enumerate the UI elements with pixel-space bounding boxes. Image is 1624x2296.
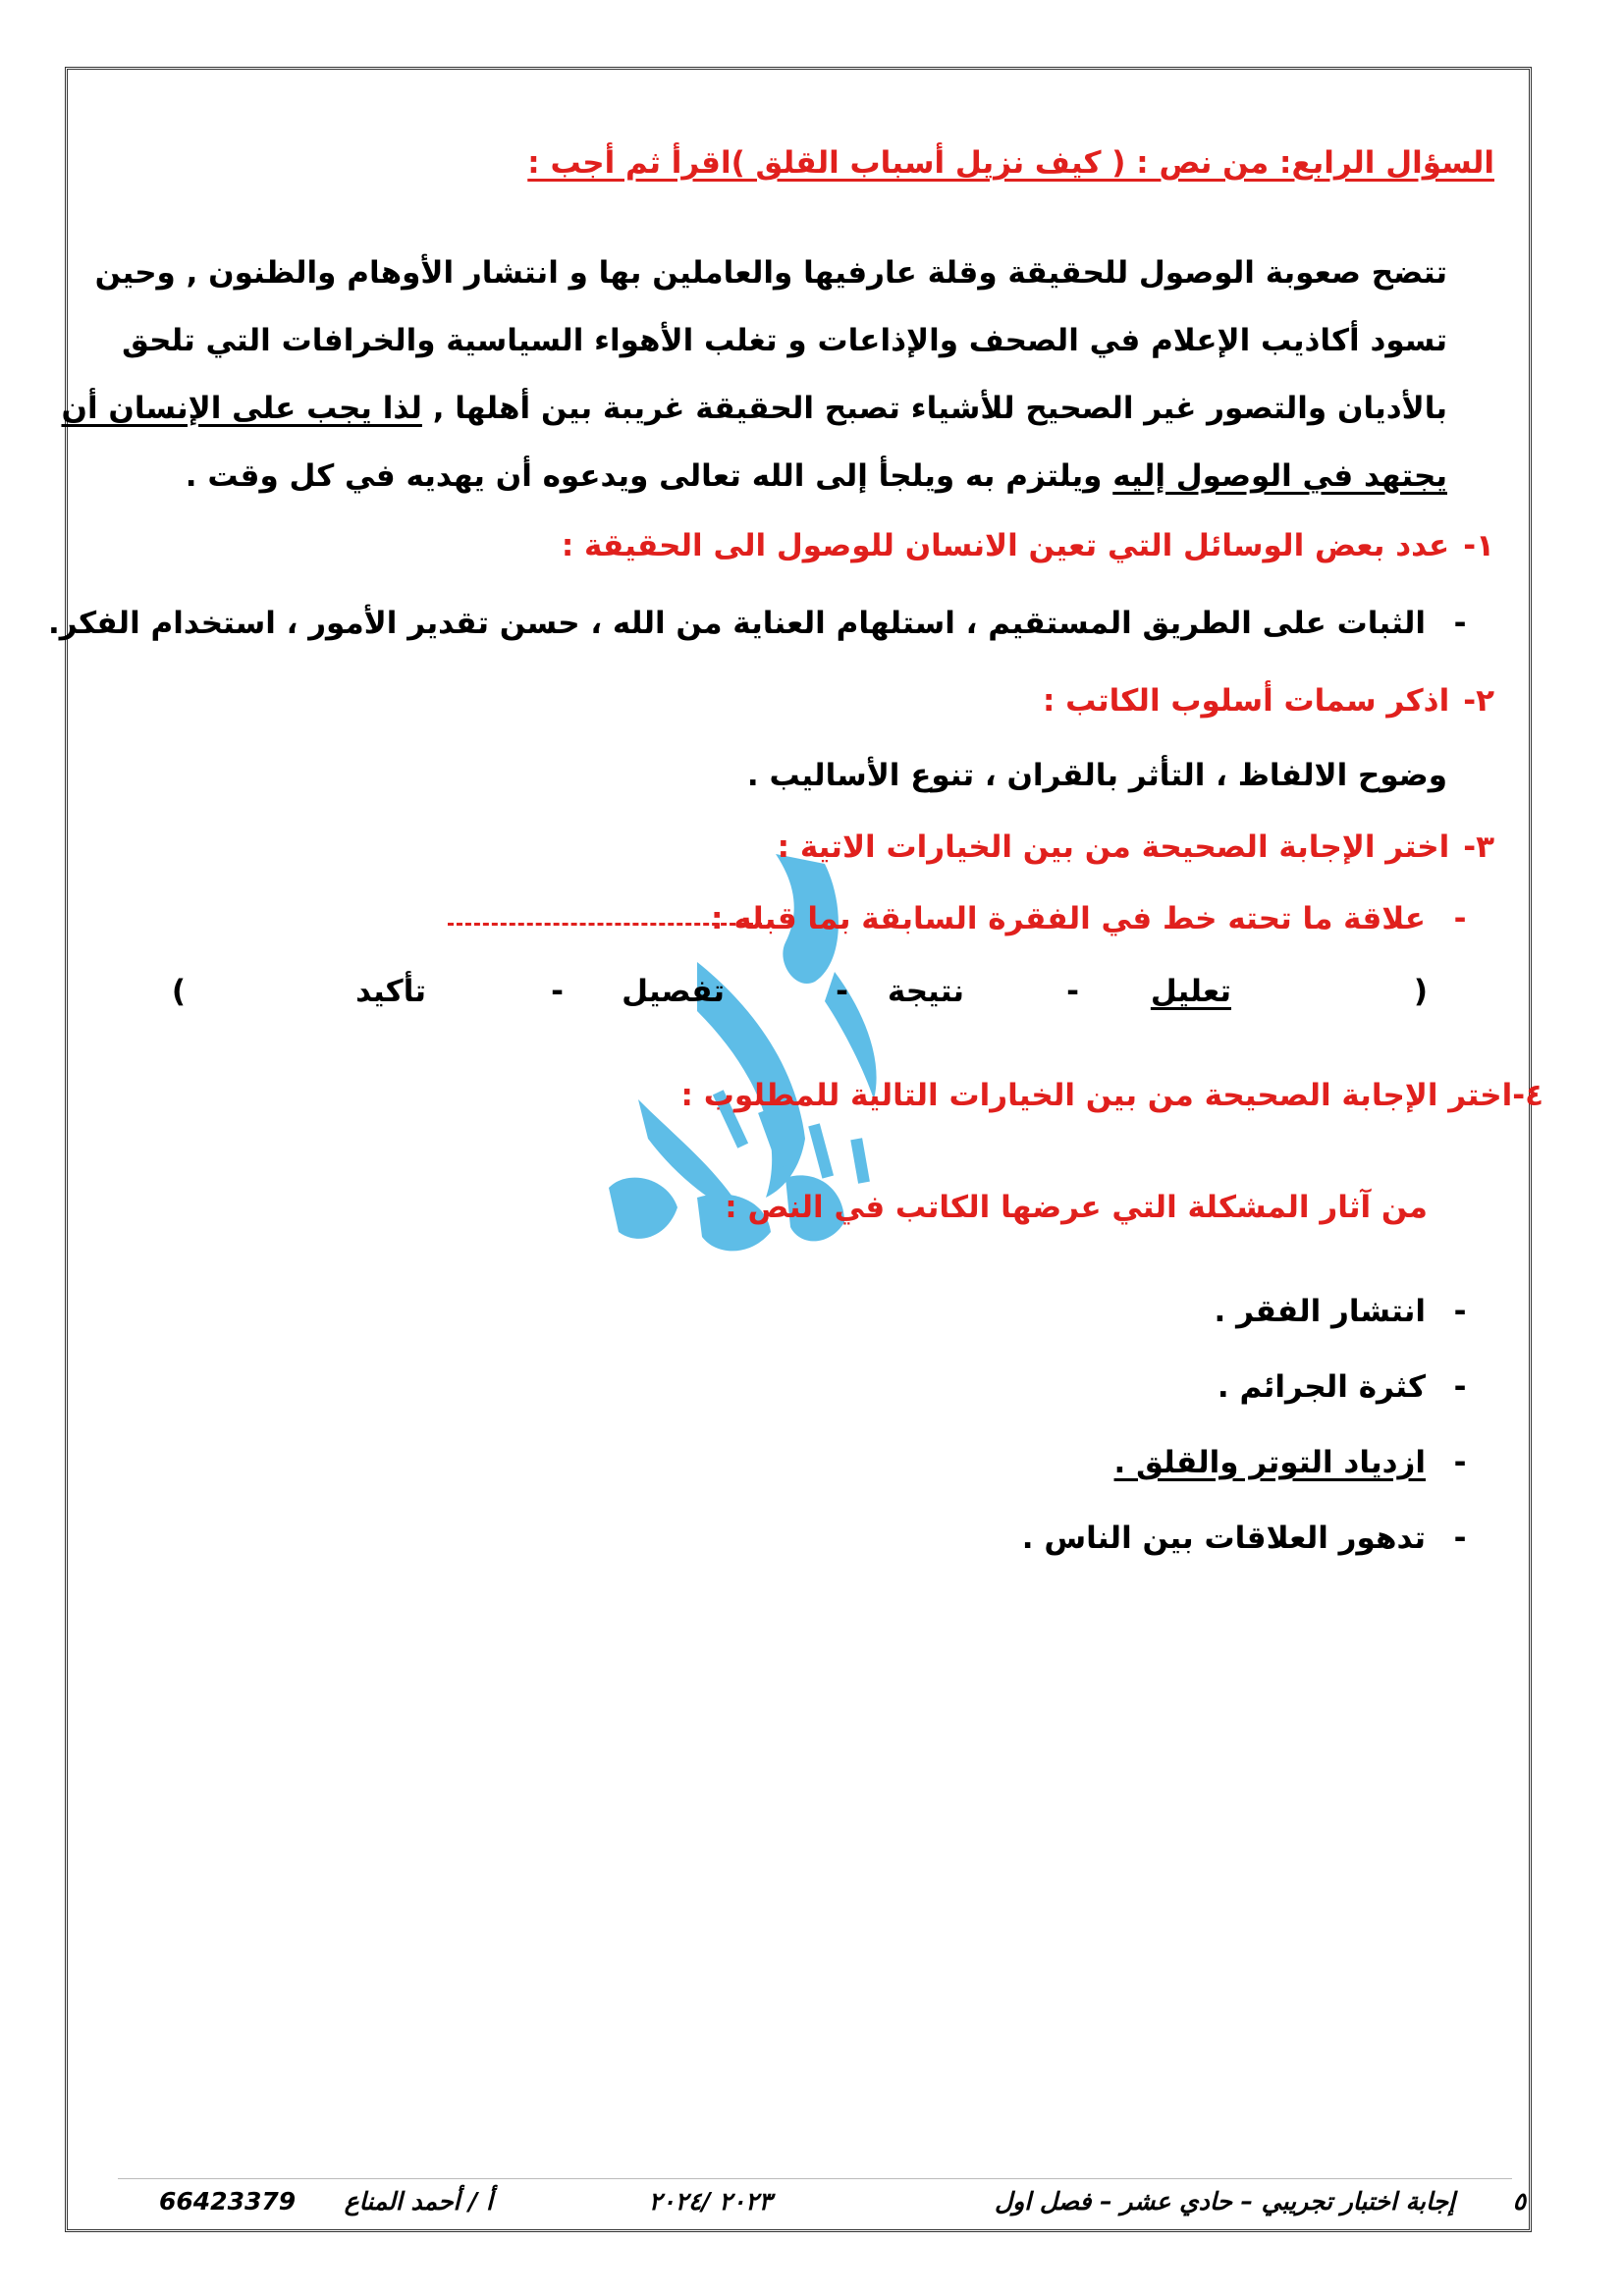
q4-sub: من آثار المشكلة التي عرضها الكاتب في النص : [725,1190,1428,1225]
q3-sub-row [711,901,1494,936]
passage-line-3-text: بالأديان والتصور غير الصحيح للأشياء تصبح الحقيقة غريبة بين أهلها , [432,391,1447,426]
q4-option-row [1114,1445,1494,1480]
q1-answer: الثبات على الطريق المستقيم ، استلهام العناية من الله ، حسن تقدير الأمور ، استخدام الفكر. [48,606,1426,641]
q3-heading [778,829,1494,865]
close-paren: ) [171,974,186,1009]
footer-exam-title: إجابة اختبار تجريبي – حادي عشر – فصل اول [995,2187,1455,2216]
q2-heading [1043,683,1494,719]
q4-option-row [1215,1294,1495,1329]
footer-divider [118,2178,1512,2179]
question-title: السؤال الرابع: من نص : ( كيف نزيل أسباب القلق )اقرأ ثم أجب : [527,145,1494,181]
choice-separator: - [836,974,848,1009]
footer-phone: 66423379 [159,2187,297,2216]
choice-separator: - [551,974,564,1009]
passage-underlined-2: يجتهد في الوصول إليه [1112,458,1447,494]
bullet-dash: - [1453,1369,1467,1405]
passage-line-3 [61,375,1447,443]
q4-option-correct: ازدياد التوتر والقلق . [1113,1445,1426,1480]
q2-answer: وضوح الالفاظ ، التأثر بالقران ، تنوع الأساليب . [746,758,1447,793]
q2-number: ٢- [1463,683,1494,719]
bullet-dash: - [1453,1294,1467,1329]
q4-option: انتشار الفقر . [1214,1294,1426,1329]
q4-heading: ٤-اختر الإجابة الصحيحة من بين الخيارات التالية للمطلوب : [680,1078,1543,1113]
q2-text: اذكر سمات أسلوب الكاتب : [1042,683,1450,719]
bullet-dash: - [1453,606,1467,641]
q3-text: اختر الإجابة الصحيحة من بين الخيارات الاتية : [777,829,1450,865]
q4-option: تدهور العلاقات بين الناس . [1021,1521,1426,1556]
q3-number: ٣- [1463,829,1494,865]
choice-item: تفصيل [622,974,725,1009]
answer-dashed-line [448,923,762,926]
q1-text: عدد بعض الوسائل التي تعين الانسان للوصول الى الحقيقة : [561,528,1450,563]
q4-option: كثرة الجرائم . [1217,1369,1426,1405]
q3-choices [98,974,1428,1017]
footer-year: ٢٠٢٣ /٢٠٢٤ [648,2187,772,2216]
choice-item: تأكيد [355,974,426,1009]
bullet-dash: - [1453,901,1467,936]
bullet-dash: - [1453,1445,1467,1480]
q3-sub: علاقة ما تحته خط في الفقرة السابقة بما قبله : [711,901,1426,936]
open-paren: ( [1413,974,1428,1009]
q1-heading [562,528,1494,563]
q4-option-row [1022,1521,1494,1556]
passage-line-2: تسود أكاذيب الإعلام في الصحف والإذاعات و تغلب الأهواء السياسية والخرافات التي تلحق [122,323,1447,358]
passage-underlined-1: لذا يجب على الإنسان أن [61,391,422,426]
footer-teacher: أ / أحمد المناع [344,2187,493,2216]
footer-page-number: ٥ [1512,2187,1526,2216]
q4-option-row [1218,1369,1494,1405]
q1-answer-row [48,606,1494,641]
choice-separator: - [1066,974,1079,1009]
passage-line-4-text: ويلتزم به ويلجأ إلى الله تعالى ويدعوه أن يهديه في كل وقت . [185,458,1103,494]
q1-number: ١- [1463,528,1494,563]
bullet-dash: - [1453,1521,1467,1556]
choice-correct: تعليل [1150,974,1231,1009]
reading-passage [61,240,1447,510]
passage-line-4 [73,443,1447,510]
passage-line-1: تتضح صعوبة الوصول للحقيقة وقلة عارفيها والعاملين بها و انتشار الأوهام والظنون , وحين [94,255,1447,291]
choice-item: نتيجة [887,974,964,1009]
